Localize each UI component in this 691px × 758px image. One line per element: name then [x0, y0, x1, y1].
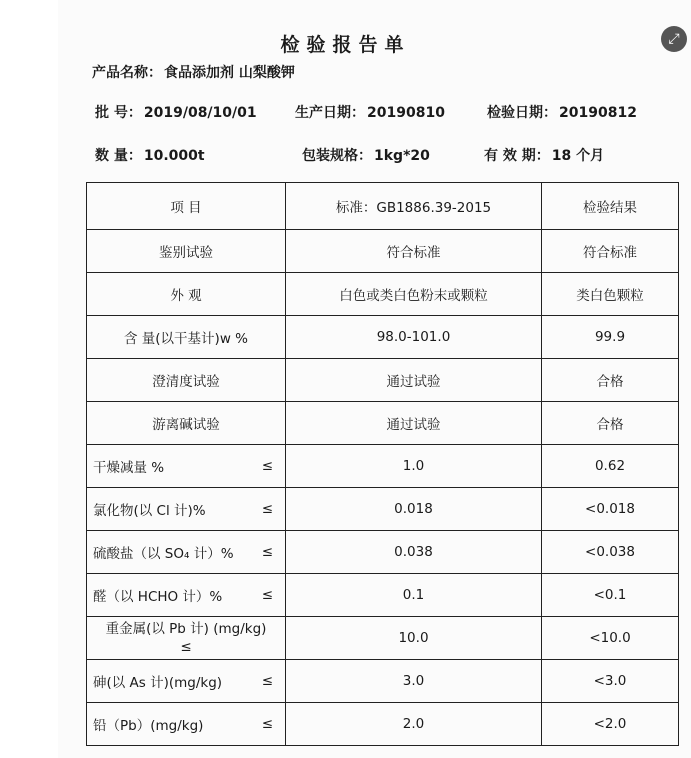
packaging-line — [302, 145, 430, 165]
row-item — [87, 617, 286, 660]
row-standard: 98.0-101.0 — [286, 316, 542, 359]
row-item-label: 铅（Pb）(mg/kg) — [93, 718, 204, 734]
row-standard: 白色或类白色粉末或颗粒 — [286, 273, 542, 316]
le-symbol: ≤ — [261, 458, 273, 474]
row-item-label: 砷(以 As 计)(mg/kg) — [93, 675, 223, 691]
validity-label: 有 效 期： — [484, 148, 550, 164]
batch-line — [95, 102, 257, 122]
row-item: 游离碱试验 — [87, 402, 286, 445]
quantity-label: 数 量： — [95, 148, 142, 164]
row-item: 鉴别试验 — [87, 230, 286, 273]
le-symbol: ≤ — [261, 501, 273, 517]
row-result: 类白色颗粒 — [542, 273, 679, 316]
row-item-label: 醛（以 HCHO 计）% — [93, 589, 223, 605]
validity-value: 18 个月 — [551, 148, 605, 164]
packaging-value: 1kg*20 — [374, 148, 430, 164]
row-item — [87, 660, 286, 703]
row-standard: 0.018 — [286, 488, 542, 531]
table-row — [87, 316, 679, 359]
row-item: 外 观 — [87, 273, 286, 316]
row-standard: 通过试验 — [286, 402, 542, 445]
test-date-line — [487, 102, 637, 122]
row-standard: 10.0 — [286, 617, 542, 660]
le-symbol: ≤ — [261, 587, 273, 603]
production-date-value: 20190810 — [367, 105, 445, 121]
table-row — [87, 574, 679, 617]
row-result: <2.0 — [542, 703, 679, 746]
row-item — [87, 445, 286, 488]
le-symbol: ≤ — [261, 716, 273, 732]
row-item-label: 重金属(以 Pb 计) (mg/kg) — [105, 621, 267, 637]
row-standard: 3.0 — [286, 660, 542, 703]
le-symbol: ≤ — [261, 673, 273, 689]
inspection-table — [86, 182, 679, 746]
expand-icon[interactable]: ⤢ — [661, 26, 687, 52]
row-result: <0.038 — [542, 531, 679, 574]
quantity-value: 10.000t — [143, 148, 205, 164]
batch-value: 2019/08/10/01 — [143, 105, 257, 121]
row-item: 含 量(以干基计)w % — [87, 316, 286, 359]
table-row — [87, 230, 679, 273]
test-date-value: 20190812 — [559, 105, 637, 121]
row-standard: 符合标准 — [286, 230, 542, 273]
le-symbol: ≤ — [180, 639, 192, 655]
validity-line — [484, 145, 604, 165]
report-title: 检验报告单 — [280, 34, 411, 56]
row-standard: 0.1 — [286, 574, 542, 617]
row-result: 合格 — [542, 402, 679, 445]
header-result: 检验结果 — [542, 183, 679, 230]
header-standard: 标准：GB1886.39-2015 — [286, 183, 542, 230]
table-row — [87, 660, 679, 703]
product-name-value: 食品添加剂 山梨酸钾 — [164, 65, 295, 81]
row-item — [87, 574, 286, 617]
row-item — [87, 488, 286, 531]
test-date-label: 检验日期： — [487, 105, 557, 121]
row-standard: 1.0 — [286, 445, 542, 488]
row-standard: 2.0 — [286, 703, 542, 746]
table-row — [87, 703, 679, 746]
table-row — [87, 445, 679, 488]
row-item-label: 氯化物(以 Cl 计)% — [93, 503, 206, 519]
row-item: 澄清度试验 — [87, 359, 286, 402]
row-result: 合格 — [542, 359, 679, 402]
table-row — [87, 488, 679, 531]
production-date-label: 生产日期： — [295, 105, 365, 121]
le-symbol: ≤ — [261, 544, 273, 560]
row-item — [87, 531, 286, 574]
row-standard: 通过试验 — [286, 359, 542, 402]
row-result: <0.018 — [542, 488, 679, 531]
row-result: <0.1 — [542, 574, 679, 617]
product-name-line — [92, 62, 295, 82]
row-item-label: 干燥减量 % — [93, 460, 165, 476]
row-standard: 0.038 — [286, 531, 542, 574]
header-item: 项 目 — [87, 183, 286, 230]
table-row — [87, 617, 679, 660]
row-result: 99.9 — [542, 316, 679, 359]
batch-label: 批 号： — [95, 105, 142, 121]
row-item-label: 硫酸盐（以 SO₄ 计）% — [93, 546, 234, 562]
row-result: <3.0 — [542, 660, 679, 703]
table-row — [87, 273, 679, 316]
row-item — [87, 703, 286, 746]
production-date-line — [295, 102, 445, 122]
quantity-line — [95, 145, 205, 165]
row-result: 符合标准 — [542, 230, 679, 273]
product-name-label: 产品名称： — [92, 65, 162, 81]
table-row — [87, 531, 679, 574]
row-result: <10.0 — [542, 617, 679, 660]
row-result: 0.62 — [542, 445, 679, 488]
packaging-label: 包装规格： — [302, 148, 372, 164]
table-header-row — [87, 183, 679, 230]
table-row — [87, 359, 679, 402]
table-row — [87, 402, 679, 445]
